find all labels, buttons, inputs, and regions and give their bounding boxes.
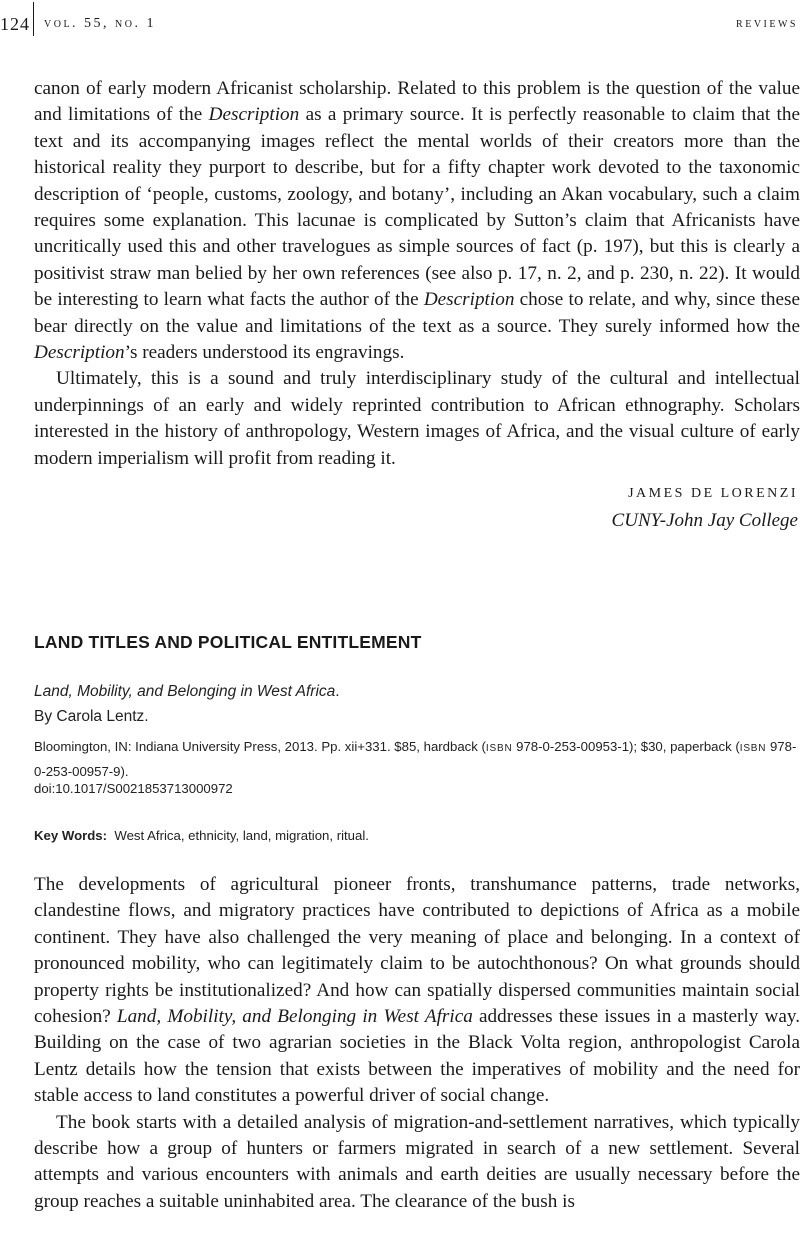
page-number: 124 bbox=[0, 14, 30, 34]
keywords: Key Words: West Africa, ethnicity, land, migration, ritual. bbox=[34, 828, 369, 843]
running-header bbox=[0, 0, 800, 40]
reviewer-name: JAMES DE LORENZI bbox=[628, 486, 798, 501]
review-heading: LAND TITLES AND POLITICAL ENTITLEMENT bbox=[34, 632, 422, 652]
paragraph: The book starts with a detailed analysis of migration-and-settlement narratives, which typically describe how a group of hunters or farmers migrated in search of a new settlement. Several attempts and various encounters with animals and earth deities are usually necessary before the group reaches a suitable uninhabited area. The clearance of the bush is bbox=[34, 1111, 800, 1212]
previous-review-text bbox=[34, 76, 800, 472]
reviewer-institution: CUNY-John Jay College bbox=[611, 510, 798, 531]
book-title: Land, Mobility, and Belonging in West Africa. bbox=[34, 683, 340, 700]
review-text bbox=[34, 872, 800, 1215]
paragraph: The developments of agricultural pioneer fronts, transhumance patterns, trade networks, clandestine flows, and migratory practices have contributed to depictions of Africa as a mobile continent. They have also challenged the very meaning of place and belonging. In a context of pronounced mobility, who can legitimately claim to be autochthonous? On what grounds should property rights be institutionalized? And how can spatially dispersed communities maintain social cohesion? Land, Mobility, and Belonging in West Africa addresses these issues in a masterly way. Building on the case of two agrarian societies in the Black Volta region, anthropologist Carola Lentz details how the tension that exists between the imperatives of mobility and the need for stable access to land constitutes a powerful driver of social change. bbox=[34, 874, 800, 1107]
header-divider bbox=[33, 2, 34, 36]
paragraph: Ultimately, this is a sound and truly interdisciplinary study of the cultural and intellectual underpinnings of an early and widely reprinted contribution to African ethnography. Scholars interested in the history of anthropology, Western images of Africa, and the visual culture of early modern imperialism will profit from reading it. bbox=[34, 368, 800, 469]
publication-details: Bloomington, IN: Indiana University Press, 2013. Pp. xii+331. $85, hardback (ISBN 978-0-253-00953-1); $30, paperback (ISBN 978-0-253-00957-9). bbox=[34, 739, 797, 779]
section-name: reviews bbox=[736, 16, 798, 31]
book-author: By Carola Lentz. bbox=[34, 708, 149, 725]
volume-issue: vol. 55, no. 1 bbox=[44, 16, 156, 31]
paragraph: canon of early modern Africanist scholarship. Related to this problem is the question of the value and limitations of the Description as a primary source. It is perfectly reasonable to claim that the text and its accompanying images reflect the mental worlds of their creators more than the historical reality they purport to describe, but for a fifty chapter work devoted to the taxonomic description of ‘people, customs, zoology, and botany’, including an Akan vocabulary, such a claim requires some explanation. This lacunae is complicated by Sutton’s claim that Africanists have uncritically used this and other travelogues as simple sources of fact (p. 197), but this is clearly a positivist straw man belied by her own references (see also p. 17, n. 2, and p. 230, n. 22). It would be interesting to learn what facts the author of the Description chose to relate, and why, since these bear directly on the value and limitations of the text as a source. They surely informed how the Description’s readers understood its engravings. bbox=[34, 78, 800, 364]
doi: doi:10.1017/S0021853713000972 bbox=[34, 781, 233, 796]
